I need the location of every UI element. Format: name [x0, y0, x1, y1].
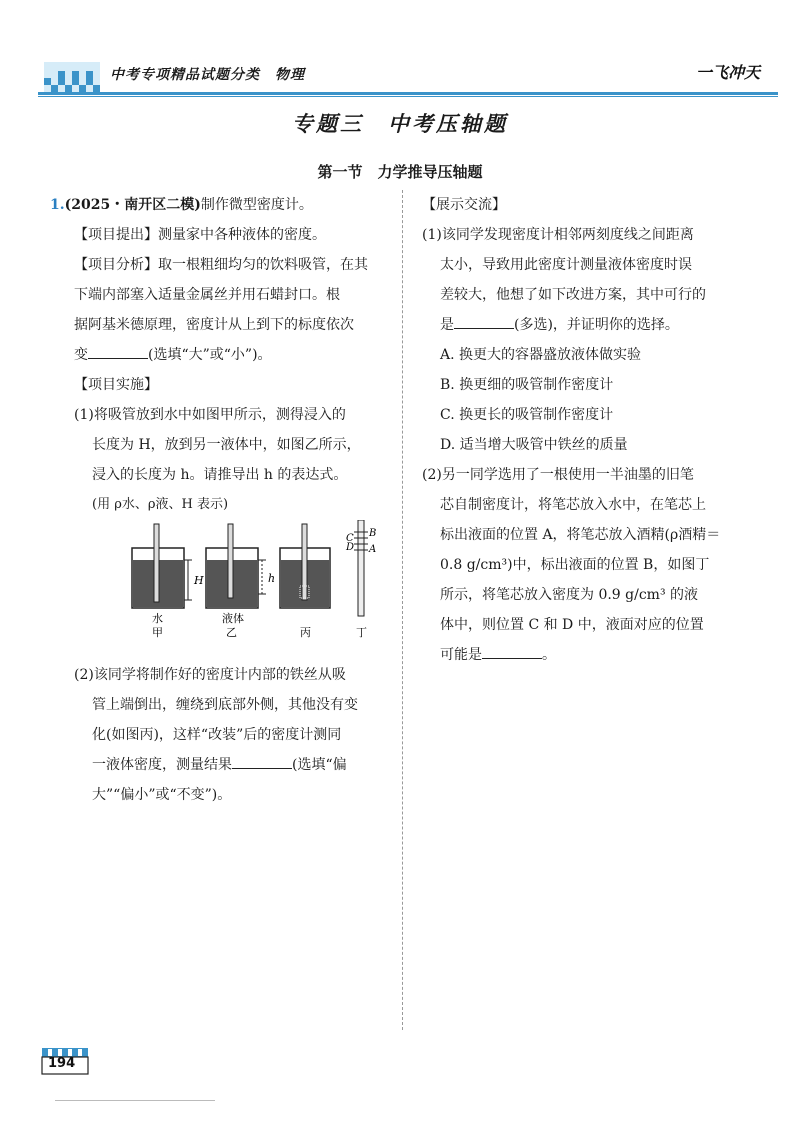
- label-H: H: [194, 574, 204, 587]
- analysis-line-3: 据阿基米德原理，密度计从上到下的标度依次: [74, 317, 354, 333]
- ex1-line-4b: (多选)，并证明你的选择。: [514, 317, 679, 333]
- header-brand-logo: 一飞冲天: [695, 63, 760, 82]
- impl1-line-3: 浸入的长度为 h。请推导出 h 的表达式。: [92, 467, 348, 483]
- ex2-line-1: (2)另一同学选用了一根使用一半油墨的旧笔: [422, 467, 694, 483]
- impl1-line-4: (用 ρ水、ρ液、H 表示): [92, 497, 229, 512]
- ex1-line-1: (1)该同学发现密度计相邻两刻度线之间距离: [422, 227, 694, 243]
- option-d: D. 适当增大吸管中铁丝的质量: [440, 437, 628, 453]
- impl2-line-1: (2)该同学将制作好的密度计内部的铁丝从吸: [74, 667, 346, 683]
- analysis-line-1: 【项目分析】取一根粗细均匀的饮料吸管，在其: [74, 257, 368, 273]
- label-liquid: 液体: [222, 612, 244, 625]
- project-raise: 【项目提出】测量家中各种液体的密度。: [74, 227, 326, 243]
- answer-blank-2[interactable]: [232, 754, 292, 769]
- ex2-line-7: [422, 640, 780, 670]
- header-title: 中考专项精品试题分类 物理: [110, 67, 305, 83]
- impl2-line-4: [56, 750, 396, 780]
- answer-blank-3[interactable]: [454, 314, 514, 329]
- label-yi: 乙: [226, 626, 237, 639]
- beaker-bing: [280, 524, 330, 608]
- impl-heading: 【项目实施】: [74, 377, 158, 393]
- label-bing: 丙: [300, 626, 311, 639]
- header-checker-icon: [44, 62, 100, 92]
- answer-blank-1[interactable]: [88, 344, 148, 359]
- exchange-heading: 【展示交流】: [422, 197, 506, 213]
- analysis-line-4a: 变: [74, 347, 88, 363]
- section-title: 第一节 力学推导压轴题: [317, 163, 483, 181]
- question-line: [50, 190, 396, 220]
- analysis-line-4b: (选填“大”或“小”)。: [148, 347, 272, 363]
- column-divider: [402, 190, 403, 1030]
- ex2-line-6: 体中，则位置 C 和 D 中，液面对应的位置: [440, 617, 704, 633]
- chapter-title: 专题三 中考压轴题: [292, 111, 508, 136]
- beaker-jia: [132, 524, 192, 608]
- header-rule: [38, 92, 778, 95]
- impl2-line-4a: 一液体密度，测量结果: [92, 757, 232, 773]
- option-a: A. 换更大的容器盛放液体做实验: [440, 347, 642, 363]
- label-jia: 甲: [152, 626, 163, 639]
- option-b: B. 换更细的吸管制作密度计: [440, 377, 614, 393]
- label-C: C: [346, 533, 354, 544]
- ex2-line-2: 芯自制密度计，将笔芯放入水中，在笔芯上: [440, 497, 706, 513]
- impl2-line-4b: (选填“偏: [292, 757, 347, 773]
- label-water: 水: [152, 612, 163, 625]
- impl2-line-3: 化(如图丙)，这样“改装”后的密度计测同: [92, 727, 342, 743]
- impl1-line-2: 长度为 H，放到另一液体中，如图乙所示，: [92, 437, 361, 453]
- ex2-line-5: 所示，将笔芯放入密度为 0.9 g/cm³ 的液: [440, 587, 699, 603]
- ex2-line-7b: 。: [542, 647, 556, 663]
- ex2-line-3: 标出液面的位置 A，将笔芯放入酒精(ρ酒精＝: [440, 527, 721, 543]
- ex1-line-4a: 是: [440, 317, 454, 333]
- option-c: C. 换更长的吸管制作密度计: [440, 407, 614, 423]
- label-B: B: [369, 528, 376, 539]
- question-intro: 制作微型密度计。: [200, 197, 313, 213]
- pen-refill-ding: [354, 520, 368, 616]
- header-rule-thin: [38, 96, 778, 97]
- answer-blank-4[interactable]: [482, 644, 542, 659]
- ex2-line-4: 0.8 g/cm³)中，标出液面的位置 B，如图丁: [440, 557, 710, 573]
- beaker-yi: [206, 524, 266, 608]
- ex1-line-2: 太小，导致用此密度计测量液体密度时误: [440, 257, 692, 273]
- ex1-line-4: [422, 310, 780, 340]
- label-D: D: [346, 542, 355, 553]
- footer-rule: [55, 1100, 215, 1101]
- beakers-illustration: [76, 520, 376, 660]
- impl2-line-2: 管上端倒出，缠绕到底部外侧，其他没有变: [92, 697, 358, 713]
- question-source: (2025・南开区二模): [64, 197, 201, 213]
- left-column: [50, 190, 396, 810]
- right-column: [422, 190, 780, 670]
- label-A: A: [369, 544, 376, 555]
- page-number: 194: [48, 1056, 76, 1071]
- analysis-line-4: [56, 340, 396, 370]
- analysis-line-2: 下端内部塞入适量金属丝并用石蜡封口。根: [74, 287, 340, 303]
- ex1-line-3: 差较大，他想了如下改进方案，其中可行的: [440, 287, 706, 303]
- ex2-line-7a: 可能是: [440, 647, 482, 663]
- impl1-line-1: (1)将吸管放到水中如图甲所示，测得浸入的: [74, 407, 346, 423]
- density-meter-figure: [76, 520, 396, 660]
- question-number: 1.: [50, 197, 65, 213]
- impl2-line-5: 大”“偏小”或“不变”)。: [92, 787, 232, 803]
- label-ding: 丁: [356, 626, 367, 639]
- label-h: h: [268, 572, 276, 585]
